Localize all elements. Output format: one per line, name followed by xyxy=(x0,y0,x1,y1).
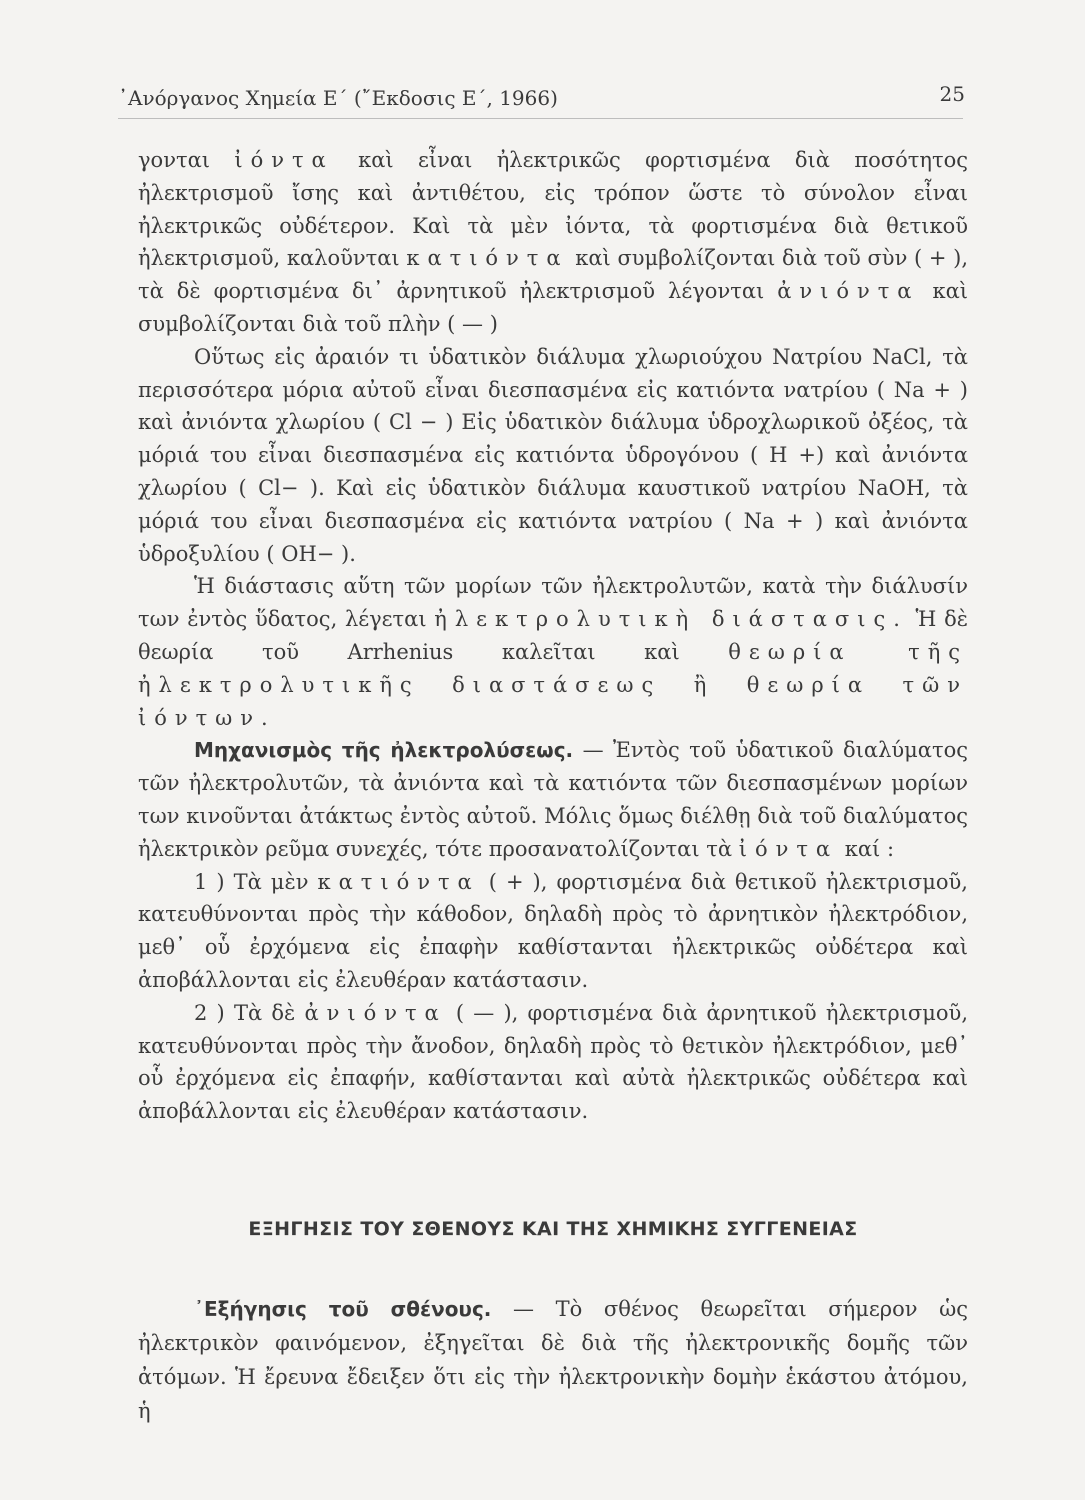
text-run: καὶ συμβολίζονται διὰ τοῦ πλὴν ( — ) xyxy=(138,279,968,336)
header-rule xyxy=(118,118,963,119)
text-run: — Τὸ σθένος θεωρεῖται σήμερον ὡς ἠλεκτρικὸν φαινόμενον, ἐξηγεῖται δὲ διὰ τῆς ἠλεκτρονικῆς δομῆς τῶν ἀτόμων. Ἡ ἔρευνα ἔδειξεν ὅτι εἰς τὴν ἠλεκτρονικὴν δομὴν ἑκάστου ἀτόμου, ἡ xyxy=(138,1297,969,1423)
paragraph-electrolysis-mechanism xyxy=(138,734,968,865)
main-text xyxy=(138,144,968,1128)
list-item-anions xyxy=(138,997,968,1128)
spaced-term-cations: κατιόντα xyxy=(317,869,480,894)
text-run: ( — ), φορτισμένα διὰ ἀρνητικοῦ ἠλεκτρισμοῦ, κατευθύνονται πρὸς τὴν ἄνοδον, δηλαδὴ πρὸς τὸ θετικὸν ἠλεκτρόδιον, μεθ᾿ οὗ ἐρχόμενα εἰς ἐπαφήν, καθίστανται καὶ αὐτὰ ἠλεκτρικῶς οὐδέτερα καὶ ἀποβάλλονται εἰς ἐλευθέραν κατάστασιν. xyxy=(138,1000,968,1124)
text-run: Ἡ δὲ θεωρία τοῦ Arrhenius καλεῖται καὶ xyxy=(138,607,968,664)
paragraph-ions-definition xyxy=(138,144,968,341)
text-run: 1 ) Τὰ μὲν xyxy=(194,869,318,894)
spaced-term-theory: θεωρία τῆς ἠλεκτρολυτικῆς διαστάσεως ἢ θεωρία τῶν ἰόντων. xyxy=(138,639,968,730)
spaced-term-cations: κατιόντα xyxy=(406,246,569,271)
spaced-term-ions: ἰόντα xyxy=(738,836,839,861)
running-title: ᾿Ανόργανος Χημεία Ε΄ (῎Εκδοσις Ε΄, 1966) xyxy=(118,86,558,110)
spaced-term-dissociation: ἠλεκτρολυτικὴ διάστασις. xyxy=(434,607,908,632)
text-run: — Ἐντὸς τοῦ ὑδατικοῦ διαλύματος τῶν ἠλεκτρολυτῶν, τὰ ἀνιόντα καὶ τὰ κατιόντα τῶν διεσπασμένων μορίων των κινοῦνται ἀτάκτως ἐντὸς αὐτοῦ. Μόλις ὅμως διέλθῃ διὰ τοῦ διαλύματος ἠλεκτρικὸν ρεῦμα συνεχές, τότε προσανατολίζονται τὰ xyxy=(138,738,968,861)
paragraph-valence xyxy=(138,1292,968,1428)
section-heading: ΕΞΗΓΗΣΙΣ ΤΟΥ ΣΘΕΝΟΥΣ ΚΑΙ ΤΗΣ ΧΗΜΙΚΗΣ ΣΥΓΓΕΝΕΙΑΣ xyxy=(248,1218,858,1240)
text-run: καί : xyxy=(838,836,895,861)
spaced-term-anions: ἀνιόντα xyxy=(777,279,920,304)
text-run: καὶ συμβολίζονται διὰ τοῦ σὺν ( + ), τὰ δὲ φορτισμένα δι᾿ ἀρνητικοῦ ἠλεκτρισμοῦ λέγονται xyxy=(138,246,969,304)
subsection-title: ᾿Εξήγησις τοῦ σθένους. xyxy=(194,1297,492,1321)
page-number: 25 xyxy=(939,82,965,106)
spaced-term-ions: ἰόντα xyxy=(234,148,334,172)
paragraph-electrolytic-dissociation xyxy=(138,570,968,734)
page-header xyxy=(118,82,965,114)
list-item-cations xyxy=(138,866,968,997)
text-run: καὶ εἶναι ἠλεκτρικῶς φορτισμένα διὰ ποσότητος ἠλεκτρισμοῦ ἴσης καὶ ἀντιθέτου, εἰς τρόπον ὥστε τὸ σύνολον εἶναι ἠλεκτρικῶς οὐδέτερον. Καὶ τὰ μὲν ἰόντα, τὰ φορτισμένα διὰ θετικοῦ ἠλεκτρισμοῦ, καλοῦνται xyxy=(138,148,968,271)
spaced-term-anions: ἀνιόντα xyxy=(304,1000,447,1025)
section-text xyxy=(138,1292,968,1428)
text-run: γονται xyxy=(138,148,235,172)
subsection-title: Μηχανισμὸς τῆς ἠλεκτρολύσεως. xyxy=(194,738,574,763)
text-run: ( + ), φορτισμένα διὰ θετικοῦ ἠλεκτρισμοῦ, κατευθύνονται πρὸς τὴν κάθοδον, δηλαδὴ πρὸς τὸ ἀρνητικὸν ἠλεκτρόδιον, μεθ᾿ οὗ ἐρχόμενα εἰς ἐπαφὴν καθίστανται ἠλεκτρικῶς οὐδέτερα καὶ ἀποβάλλονται εἰς ἐλευθέραν κατάστασιν. xyxy=(138,869,968,992)
paragraph-examples: Οὕτως εἰς ἀραιόν τι ὑδατικὸν διάλυμα χλωριούχου Νατρίου NaCl, τὰ περισσότερα μόρια αὐτοῦ εἶναι διεσπασμένα εἰς κατιόντα νατρίου ( Na + ) καὶ ἀνιόντα χλωρίου ( Cl − ) Εἰς ὑδατικὸν διάλυμα ὑδροχλωρικοῦ ὀξέος, τὰ μόριά του εἶναι διεσπασμένα εἰς κατιόντα ὑδρογόνου ( H +) καὶ ἀνιόντα χλωρίου ( Cl− ). Καὶ εἰς ὑδατικὸν διάλυμα καυστικοῦ νατρίου NaOH, τὰ μόριά του εἶναι διεσπασμένα εἰς κατιόντα νατρίου ( Na + ) καὶ ἀνιόντα ὑδροξυλίου ( OH− ). xyxy=(138,344,968,566)
text-run: Ἡ διάστασις αὕτη τῶν μορίων τῶν ἠλεκτρολυτῶν, κατὰ τὴν διάλυσίν των ἐντὸς ὕδατος, λέγεται xyxy=(138,574,968,632)
text-run: 2 ) Τὰ δὲ xyxy=(194,1000,305,1025)
